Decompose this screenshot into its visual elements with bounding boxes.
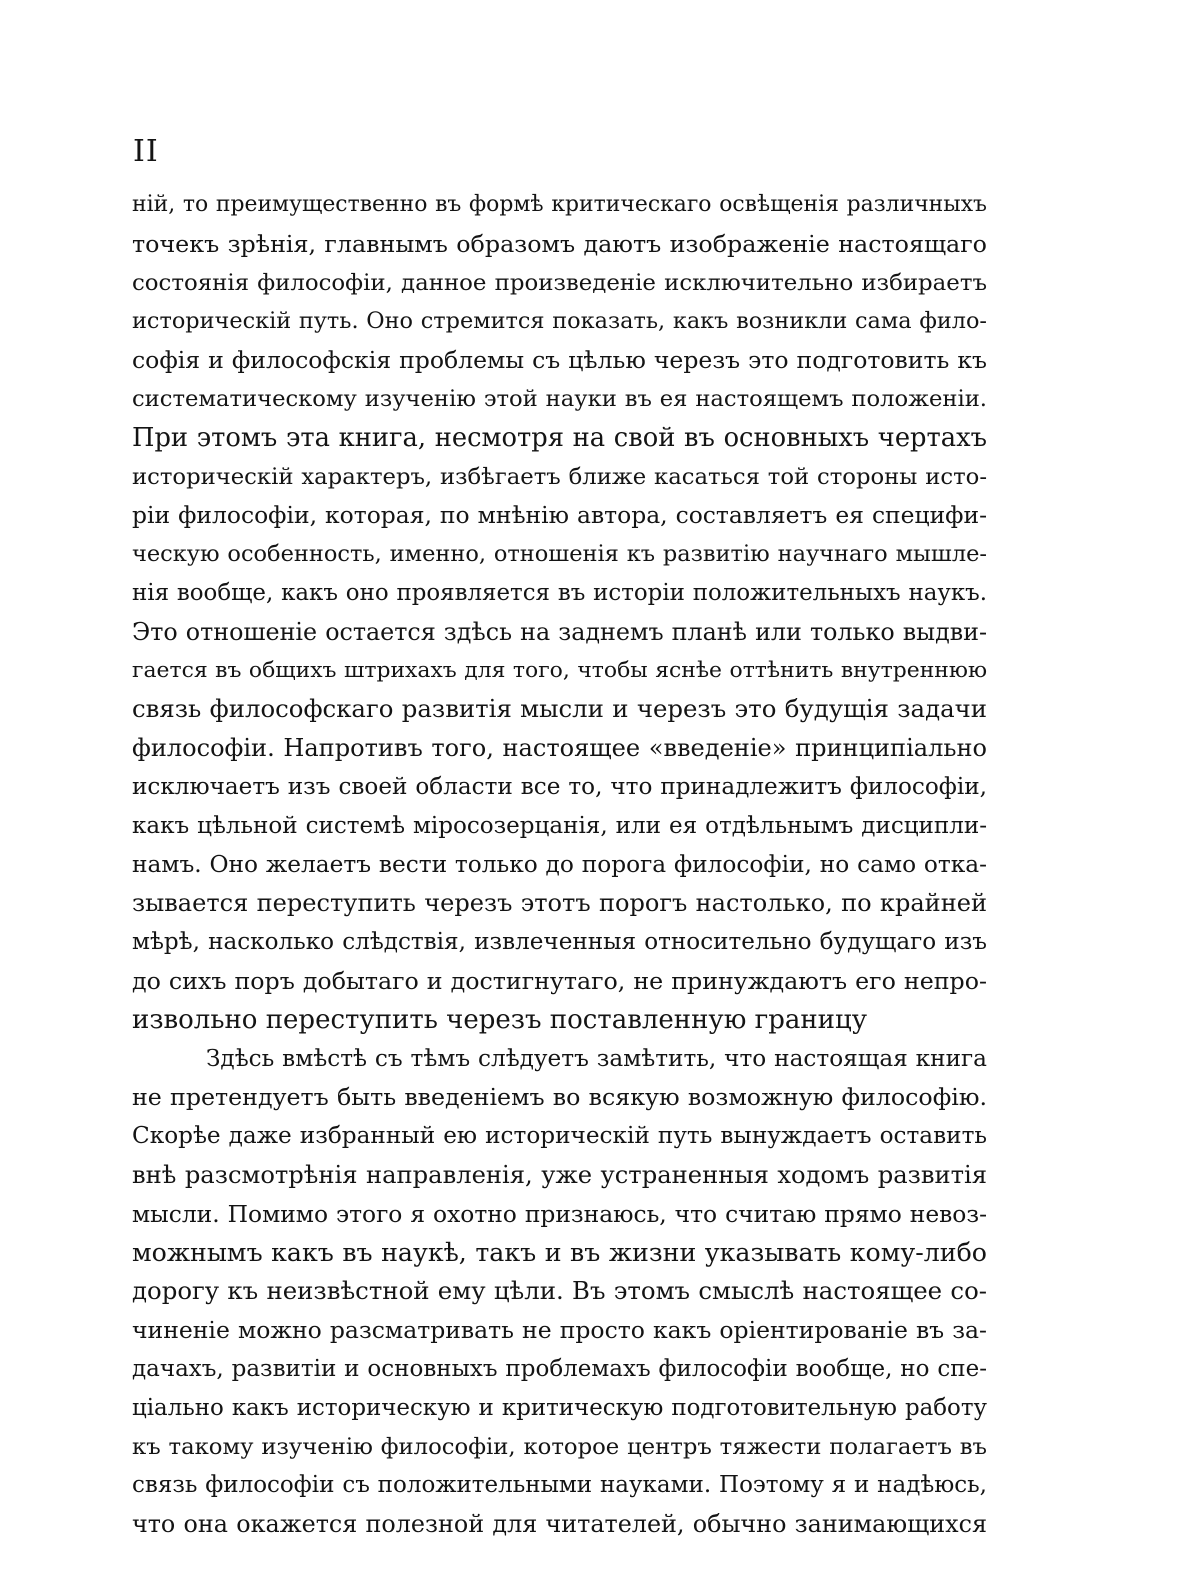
- text-line: точекъ зрѣнiя, главнымъ образомъ даютъ изображенiе настоящаго: [132, 229, 987, 258]
- text-line: намъ. Оно желаетъ вести только до порога философiи, но само отка-: [132, 850, 987, 878]
- text-line: связь философскаго развитiя мысли и черезъ это будущiя задачи: [132, 694, 987, 724]
- text-line: софiя и философскiя проблемы съ цѣлью черезъ это подготовить къ: [132, 346, 987, 375]
- text-line: зывается переступить черезъ этотъ порогъ настолько, по крайней: [132, 889, 987, 918]
- paragraph-1: [132, 186, 987, 1040]
- text-line: дорогу къ неизвѣстной ему цѣли. Въ этомъ смыслѣ настоящее со-: [132, 1276, 987, 1306]
- text-line: философiи. Напротивъ того, настоящее «введенiе» принципiально: [132, 734, 987, 763]
- text-line: нiй, то преимущественно въ формѣ критическаго освѣщенiя различныхъ: [132, 192, 987, 217]
- text-line: внѣ разсмотрѣнiя направленiя, уже устраненныя ходомъ развитiя: [132, 1160, 987, 1189]
- text-line: Это отношенiе остается здѣсь на заднемъ планѣ или только выдви-: [132, 617, 987, 646]
- text-line: извольно переступить черезъ поставленную границу: [132, 1004, 868, 1035]
- body-text: [132, 186, 987, 1544]
- text-line: историческiй характеръ, избѣгаетъ ближе касаться той стороны исто-: [132, 463, 987, 490]
- text-line: историческiй путь. Оно стремится показать, какъ возникли сама фило-: [132, 308, 987, 335]
- text-line: чиненiе можно разсматривать не просто какъ орiентированiе въ за-: [132, 1316, 987, 1345]
- text-line: цiально какъ историческую и критическую подготовительную работу: [132, 1394, 987, 1421]
- text-line: Скорѣе даже избранный ею историческiй путь вынуждаетъ оставить: [132, 1122, 987, 1150]
- text-line: что она окажется полезной для читателей, обычно занимающихся: [132, 1510, 987, 1539]
- text-line: нiя вообще, какъ оно проявляется въ исторiи положительныхъ наукъ.: [132, 579, 987, 606]
- text-line: гается въ общихъ штрихахъ для того, чтобы яснѣе оттѣнить внутреннюю: [132, 657, 987, 683]
- text-line: какъ цѣльной системѣ мiросозерцанiя, или ея отдѣльнымъ дисципли-: [132, 812, 987, 839]
- paragraph-2: [132, 1040, 987, 1544]
- text-line: состоянiя философiи, данное произведенiе исключительно избираетъ: [132, 269, 987, 296]
- text-line: мѣрѣ, насколько слѣдствiя, извлеченныя относительно будущаго изъ: [132, 929, 987, 956]
- text-line: исключаетъ изъ своей области все то, что принадлежитъ философiи,: [132, 773, 987, 800]
- text-line: дачахъ, развитiи и основныхъ проблемахъ философiи вообще, но спе-: [132, 1355, 987, 1382]
- page-number: II: [133, 134, 159, 169]
- text-line: При этомъ эта книга, несмотря на свой въ основныхъ чертахъ: [132, 422, 987, 453]
- text-line: не претендуетъ быть введенiемъ во всякую возможную философiю.: [132, 1083, 987, 1112]
- text-line: Здѣсь вмѣстѣ съ тѣмъ слѣдуетъ замѣтить, что настоящая книга: [206, 1044, 987, 1072]
- text-line: рiи философiи, которая, по мнѣнiю автора, составляетъ ея специфи-: [132, 501, 987, 530]
- text-line: мысли. Помимо этого я охотно признаюсь, что считаю прямо невоз-: [132, 1199, 987, 1228]
- text-line: систематическому изученiю этой науки въ ея настоящемъ положенiи.: [132, 385, 987, 412]
- text-line: ческую особенность, именно, отношенiя къ развитiю научнаго мышле-: [132, 541, 987, 568]
- text-line: къ такому изученiю философiи, которое центръ тяжести полагаетъ въ: [132, 1433, 987, 1460]
- text-line: до сихъ поръ добытаго и достигнутаго, не принуждаютъ его непро-: [132, 966, 987, 995]
- text-line: можнымъ какъ въ наукѣ, такъ и въ жизни указывать кому-либо: [132, 1237, 987, 1267]
- text-line: связь философiи съ положительными науками. Поэтому я и надѣюсь,: [132, 1472, 987, 1499]
